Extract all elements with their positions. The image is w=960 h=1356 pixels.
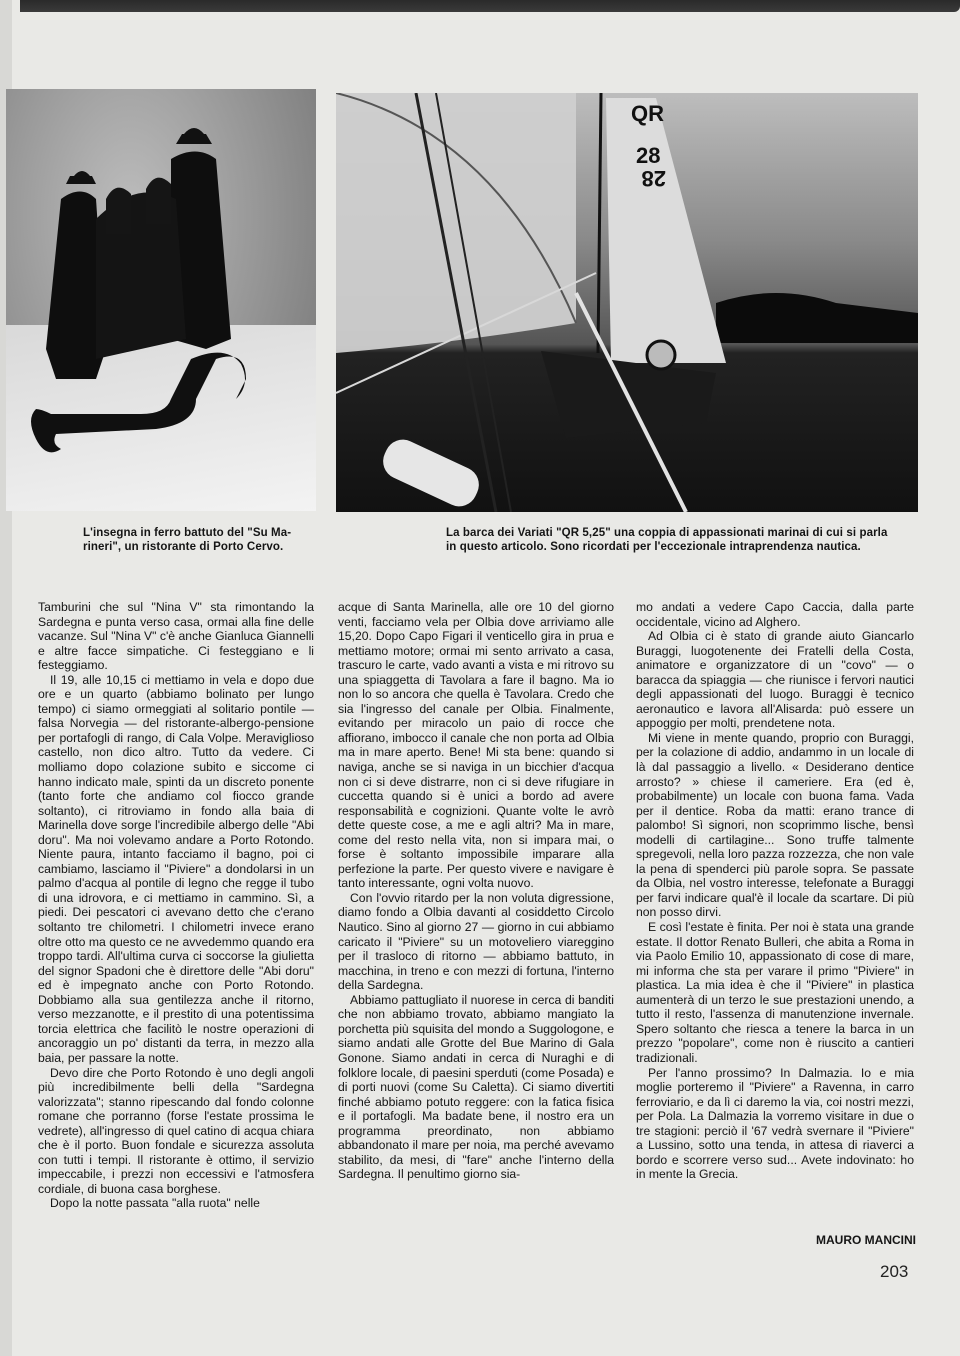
paragraph: E così l'estate è finita. Per noi è stata una grande estate. Il dottor Renato Bulleri, che abita a Roma in via Paolo Emilio 10, appassionato di cose di mare, mi informa che sta per varare il primo "Piviere" in plastica. La mia idea è che il "Piviere" in plastica aumenterà di un terzo le sue prestazioni unendo, a tutto il resto, l'assenza di manutenzione invernale. Spero soltanto che riesca a tenere la barca in un prezzo "popolare", come non è riuscito a cantieri tradizionali. (636, 920, 914, 1065)
article-column-1 (38, 600, 314, 1211)
previous-page-band (20, 0, 960, 12)
caption-left (83, 526, 323, 554)
photo-sailboat (336, 93, 918, 512)
paragraph: Dopo la notte passata "alla ruota" nelle (50, 1196, 260, 1211)
sail-letters: QR (631, 101, 664, 126)
caption-right-line-1: La barca dei Variati "QR 5,25" una coppia di appassionati marinai di cui si parla (446, 527, 888, 539)
paragraph: Il 19, alle 10,15 ci mettiamo in vela e dopo due ore e un quarto (abbiamo bolinato per lungo tempo) ci siamo ormeggiati al solitario pontile — falsa Norvegia — del ristorante-albergo-pensione per portafogli di rango, di Cala Volpe. Meraviglioso castello, non dico altro. Tutto da vedere. Ci molliamo dopo colazione subito e siccome ci hanno indicato male, spinti da un discreto ponente (tanto forte che andiamo col fiocco grande soltanto), ci ritroviamo in fondo alla baia di Marinella dove sorge l'incredibile albergo delle "Abi doru". Ma noi volevamo andare a Porto Rotondo. Niente paura, intanto facciamo il bagno, poi ci cambiamo, lasciamo il "Piviere" a dondolarsi in un palmo d'acqua al pontile di legno che regge il tubo di una idrovora, e ci mettiamo in cammino. Sì, a piedi. Dei pescatori ci avevano detto che c'erano soltanto tre chilometri. I chilometri invece erano oltre otto ma questo ce ne avvedemmo quando era troppo tardi. All'ultima curva ci soccorse la giulietta del signor Spadoni che è direttore delle "Abi doru" ed è impegnato anche con Porto Rotondo. Dobbiamo alla sua gentilezza anche il ritorno, verso mezzanotte, e il prestito di una potentissima torcia elettrica che facilitò le nostre operazioni di ancoraggio un po' distanti da terra, in mezzo alla baia, per passare la notte. (38, 672, 314, 1065)
article-column-2 (338, 600, 614, 1182)
paragraph: Abbiamo pattugliato il nuorese in cerca di banditi che non abbiamo trovato, abbiamo mangiato la porchetta più squisita del mondo a Suggologone, e siamo andati alle Grotte del Bue Marino di Gala Gonone. Siamo andati in cerca di Nuraghi e di folklore locale, di paesini sperduti (come Posada) e di porti nuovi (come Su Caletta). Ci siamo divertiti finché abbiamo potuto reggere: con la fatica fisica e il portafogli. Ma badate bene, il nostro era un programma preordinato, non abbiamo abbandonato il mare per noia, ma perché avevamo stabilito, da mesi, di "fare" anche l'interno della Sardegna. Il penultimo giorno sia- (338, 992, 614, 1182)
paragraph: Ad Olbia ci è stato di grande aiuto Giancarlo Buraggi, luogotenente dei Fratelli della Costa, animatore e organizzatore di un "covo" — o baracca da spiaggia — che riunisce i fervori nautici degli appassionati del luogo. Buraggi è tecnico aeronautico e lavora all'Alisarda: può essere un appoggio per molti, prendetene nota. (636, 629, 914, 731)
paragraph: mo andati a vedere Capo Caccia, dalla parte occidentale, vicino ad Alghero. (636, 600, 914, 629)
paragraph: Con l'ovvio ritardo per la non voluta digressione, diamo fondo a Olbia davanti al cosiddetto Circolo Nautico. Sino al giorno 27 — giorno in cui abbiamo caricato il "Piviere" su un motoveliero viareggino per il trasloco di ritorno — abbiamo battuto, in macchina, in treno e con mezzi di fortuna, l'interno della Sardegna. (338, 890, 614, 993)
paragraph: Mi viene in mente quando, proprio con Buraggi, per la colazione di addio, andammo in un locale di là dal passaggio a livello. « Desiderano dentice arrosto? » chiese il cameriere. Era (ed è, probabilmente) un locale con buona fama. Vada per il dentice. Roba da matti: erano trance di palombo! Sì signori, non scoprimmo lische, bensì modelli di cartilagine... Sono truffe talmente spregevoli, nella loro pazza rozzezza, che non vale la pena di spenderci più parole sopra. Se passate da Olbia, nel vostro interesse, telefonate a Buraggi per farvi indicare qual'è il locale da scartare. Di più non posso dirvi. (636, 730, 914, 920)
caption-right (446, 526, 916, 554)
author-signature: MAURO MANCINI (816, 1233, 916, 1247)
caption-left-line-2: rineri", un ristorante di Porto Cervo. (83, 541, 284, 553)
paragraph: Devo dire che Porto Rotondo è uno degli angoli più incredibilmente belli della "Sardegna valorizzata"; stanno ripescando dal fondo colonne romane che porranno (forse l'estate prossima le vedrete), all'ingresso di quel catino di acqua chiara che è il porto. Buon fondale e sicurezza assoluta con tutti i tempi. Il ristorante è ottimo, il servizio impeccabile, i prezzi non eccessivi e l'atmosfera cordiale, di buona casa borghese. (38, 1065, 314, 1196)
sailboat-illustration (336, 93, 918, 512)
photo-wrought-iron-sign (6, 89, 316, 511)
paragraph: Tamburini che sul "Nina V" sta rimontando la Sardegna e punta verso casa, ormai alla fine delle vacanze. Sul "Nina V" c'è anche Gianluca Giannelli e altre facce simpatiche. Ci festeggiano e li festeggiamo. (38, 600, 314, 673)
paragraph: Per l'anno prossimo? In Dalmazia. Io e mia moglie porteremo il "Piviere" a Ravenna, in carro ferroviario, e da lì ci daremo la via, coi nostri mezzi, per Pola. La Dalmazia la vorremo visitare in due o tre stagioni: perciò il '67 vedrà svernare il "Piviere" a Lussino, sotto una tenda, in attesa di riaverci a bordo e scorrere verso sud... Avete indovinato: ho in mente la Grecia. (636, 1065, 914, 1182)
paragraph: acque di Santa Marinella, alle ore 10 del giorno venti, facciamo vela per Olbia dove arriviamo alle 15,20. Dopo Capo Figari il venticello gira in prua e mettiamo motore; ormai mi sento arrivato a casa, trascuro le carte, vado avanti a vista e mi ritrovo su una spiaggetta di Tavolara a fare il bagno. Ma io non lo so ancora che quella è Tavolara. Credo che sia l'ingresso del canale per Olbia. Finalmente, evitando per miracolo un paio di rocce che affiorano, imbocco il canale che non porta ad Olbia ma in mare aperto. Bene! Mi sta bene: quando si naviga, anche se si naviga in un bicchier d'acqua non ci si deve distrarre, non ci si deve rifugiare in cuccetta quando si è unici a bordo ad avere responsabilità e cognizioni. Quante volte le avrò dette queste cose, a me e agli altri? Ma in mare, come del resto nella vita, non si impara mai, o forse è soltanto impossibile imparare alla perfezione la parte. Per questo vivere e navigare è tanto interessante, ogni volta nuovo. (338, 600, 614, 891)
sail-number: 28 (636, 143, 661, 168)
page-number: 203 (880, 1262, 909, 1281)
caption-right-line-2: in questo articolo. Sono ricordati per l'eccezionale intraprendenza nautica. (446, 541, 861, 553)
wrought-iron-sign-illustration (6, 89, 316, 511)
article-column-3 (636, 600, 914, 1182)
sail-number-mirrored: 28 (641, 166, 666, 191)
caption-left-line-1: L'insegna in ferro battuto del "Su Ma- (83, 527, 292, 539)
